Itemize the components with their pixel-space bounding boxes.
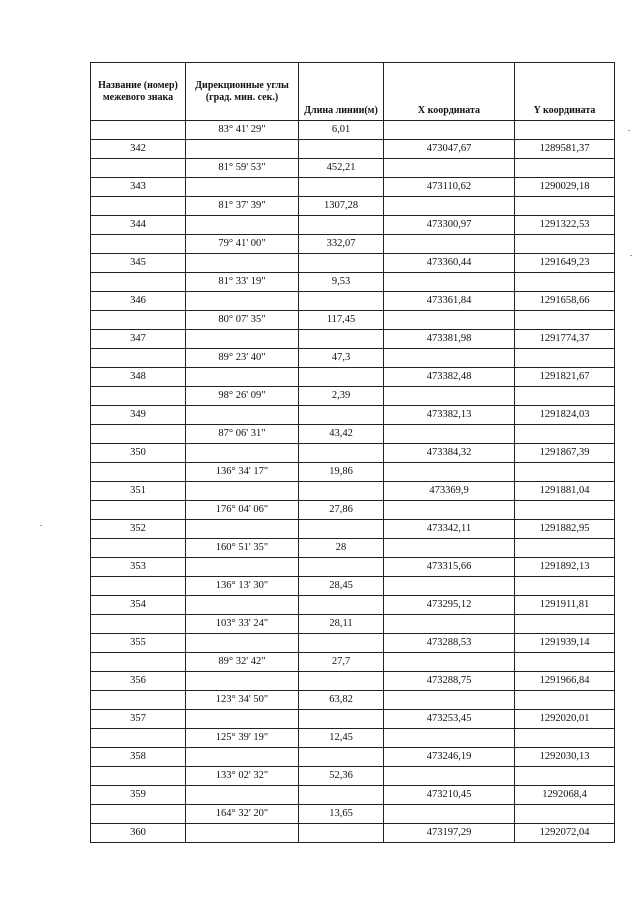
point-row (91, 824, 615, 843)
length-cell (299, 444, 384, 463)
x-coordinate-cell: 473288,75 (384, 672, 515, 691)
length-cell (299, 292, 384, 311)
point-name-cell: 355 (91, 634, 186, 653)
x-coordinate-cell (384, 615, 515, 634)
angle-cell (186, 178, 299, 197)
length-cell (299, 216, 384, 235)
point-row (91, 292, 615, 311)
length-cell: 1307,28 (299, 197, 384, 216)
angle-cell (186, 710, 299, 729)
x-coordinate-cell: 473246,19 (384, 748, 515, 767)
segment-row (91, 463, 615, 482)
y-coordinate-cell (515, 235, 615, 254)
y-coordinate-cell (515, 615, 615, 634)
x-coordinate-cell (384, 653, 515, 672)
segment-row (91, 691, 615, 710)
x-coordinate-cell (384, 349, 515, 368)
length-cell: 332,07 (299, 235, 384, 254)
x-coordinate-cell (384, 501, 515, 520)
point-name-cell (91, 691, 186, 710)
angle-cell: 176° 04' 06" (186, 501, 299, 520)
point-row (91, 482, 615, 501)
x-coordinate-cell: 473382,13 (384, 406, 515, 425)
x-coordinate-cell: 473360,44 (384, 254, 515, 273)
y-coordinate-cell: 1291649,23 (515, 254, 615, 273)
x-coordinate-cell: 473300,97 (384, 216, 515, 235)
length-cell (299, 710, 384, 729)
point-row (91, 254, 615, 273)
header-y: Y координата (515, 63, 615, 121)
angle-cell (186, 482, 299, 501)
x-coordinate-cell: 473288,53 (384, 634, 515, 653)
point-name-cell: 345 (91, 254, 186, 273)
point-row (91, 520, 615, 539)
segment-row (91, 235, 615, 254)
x-coordinate-cell (384, 767, 515, 786)
point-name-cell: 342 (91, 140, 186, 159)
y-coordinate-cell (515, 729, 615, 748)
angle-cell: 79° 41' 00" (186, 235, 299, 254)
x-coordinate-cell (384, 121, 515, 140)
angle-cell (186, 292, 299, 311)
length-cell: 47,3 (299, 349, 384, 368)
header-x: X координата (384, 63, 515, 121)
length-cell: 13,65 (299, 805, 384, 824)
point-row (91, 444, 615, 463)
length-cell (299, 140, 384, 159)
segment-row (91, 501, 615, 520)
point-name-cell (91, 273, 186, 292)
y-coordinate-cell (515, 501, 615, 520)
angle-cell: 98° 26' 09" (186, 387, 299, 406)
length-cell: 19,86 (299, 463, 384, 482)
point-name-cell (91, 387, 186, 406)
angle-cell: 103° 33' 24" (186, 615, 299, 634)
point-row (91, 406, 615, 425)
angle-cell (186, 634, 299, 653)
segment-row (91, 273, 615, 292)
angle-cell: 164° 32' 20" (186, 805, 299, 824)
segment-row (91, 539, 615, 558)
scan-speck (630, 255, 632, 256)
point-name-cell: 343 (91, 178, 186, 197)
length-cell (299, 672, 384, 691)
table-body (91, 121, 615, 843)
length-cell: 2,39 (299, 387, 384, 406)
length-cell (299, 178, 384, 197)
point-name-cell: 352 (91, 520, 186, 539)
length-cell: 28,11 (299, 615, 384, 634)
x-coordinate-cell (384, 463, 515, 482)
y-coordinate-cell (515, 691, 615, 710)
y-coordinate-cell (515, 311, 615, 330)
point-row (91, 634, 615, 653)
header-name: Название (номер) межевого знака (91, 63, 186, 121)
point-name-cell: 346 (91, 292, 186, 311)
length-cell: 452,21 (299, 159, 384, 178)
y-coordinate-cell: 1291911,81 (515, 596, 615, 615)
y-coordinate-cell (515, 653, 615, 672)
point-name-cell: 358 (91, 748, 186, 767)
x-coordinate-cell (384, 805, 515, 824)
angle-cell: 81° 59' 53" (186, 159, 299, 178)
boundary-coordinates-table (90, 62, 615, 843)
point-row (91, 786, 615, 805)
x-coordinate-cell: 473384,32 (384, 444, 515, 463)
point-row (91, 672, 615, 691)
x-coordinate-cell (384, 159, 515, 178)
point-name-cell: 359 (91, 786, 186, 805)
length-cell (299, 368, 384, 387)
y-coordinate-cell: 1291824,03 (515, 406, 615, 425)
length-cell: 28,45 (299, 577, 384, 596)
y-coordinate-cell: 1292020,01 (515, 710, 615, 729)
point-row (91, 368, 615, 387)
point-name-cell (91, 577, 186, 596)
point-name-cell: 350 (91, 444, 186, 463)
point-name-cell: 348 (91, 368, 186, 387)
length-cell (299, 406, 384, 425)
y-coordinate-cell (515, 425, 615, 444)
y-coordinate-cell (515, 121, 615, 140)
angle-cell: 160° 51' 35" (186, 539, 299, 558)
angle-cell (186, 558, 299, 577)
y-coordinate-cell: 1291774,37 (515, 330, 615, 349)
y-coordinate-cell: 1291867,39 (515, 444, 615, 463)
length-cell: 12,45 (299, 729, 384, 748)
length-cell: 63,82 (299, 691, 384, 710)
y-coordinate-cell (515, 159, 615, 178)
angle-cell (186, 786, 299, 805)
length-cell (299, 596, 384, 615)
y-coordinate-cell: 1291658,66 (515, 292, 615, 311)
point-name-cell (91, 805, 186, 824)
x-coordinate-cell (384, 729, 515, 748)
point-name-cell (91, 615, 186, 634)
y-coordinate-cell: 1291821,67 (515, 368, 615, 387)
angle-cell (186, 672, 299, 691)
point-name-cell (91, 349, 186, 368)
angle-cell (186, 254, 299, 273)
x-coordinate-cell (384, 387, 515, 406)
x-coordinate-cell: 473295,12 (384, 596, 515, 615)
point-row (91, 140, 615, 159)
point-name-cell: 356 (91, 672, 186, 691)
x-coordinate-cell: 473197,29 (384, 824, 515, 843)
length-cell: 6,01 (299, 121, 384, 140)
length-cell (299, 482, 384, 501)
point-row (91, 748, 615, 767)
point-name-cell (91, 729, 186, 748)
point-name-cell (91, 501, 186, 520)
y-coordinate-cell: 1291939,14 (515, 634, 615, 653)
length-cell (299, 824, 384, 843)
length-cell (299, 558, 384, 577)
x-coordinate-cell (384, 311, 515, 330)
y-coordinate-cell: 1292030,13 (515, 748, 615, 767)
angle-cell (186, 406, 299, 425)
length-cell: 27,86 (299, 501, 384, 520)
point-name-cell: 347 (91, 330, 186, 349)
x-coordinate-cell (384, 235, 515, 254)
segment-row (91, 311, 615, 330)
angle-cell: 123° 34' 50" (186, 691, 299, 710)
y-coordinate-cell (515, 387, 615, 406)
point-row (91, 216, 615, 235)
x-coordinate-cell (384, 691, 515, 710)
segment-row (91, 729, 615, 748)
length-cell: 9,53 (299, 273, 384, 292)
point-name-cell: 354 (91, 596, 186, 615)
y-coordinate-cell: 1292068,4 (515, 786, 615, 805)
y-coordinate-cell (515, 463, 615, 482)
angle-cell: 81° 37' 39" (186, 197, 299, 216)
length-cell: 117,45 (299, 311, 384, 330)
segment-row (91, 197, 615, 216)
angle-cell (186, 368, 299, 387)
angle-cell: 133° 02' 32" (186, 767, 299, 786)
segment-row (91, 577, 615, 596)
x-coordinate-cell (384, 197, 515, 216)
table-header-row (91, 63, 615, 121)
angle-cell: 136° 34' 17" (186, 463, 299, 482)
angle-cell (186, 330, 299, 349)
length-cell: 43,42 (299, 425, 384, 444)
x-coordinate-cell (384, 577, 515, 596)
angle-cell: 89° 32' 42" (186, 653, 299, 672)
point-name-cell (91, 311, 186, 330)
y-coordinate-cell: 1291882,95 (515, 520, 615, 539)
scan-speck (40, 525, 42, 526)
length-cell (299, 330, 384, 349)
segment-row (91, 121, 615, 140)
y-coordinate-cell (515, 577, 615, 596)
angle-cell: 80° 07' 35" (186, 311, 299, 330)
x-coordinate-cell: 473315,66 (384, 558, 515, 577)
y-coordinate-cell (515, 273, 615, 292)
angle-cell (186, 444, 299, 463)
point-name-cell: 360 (91, 824, 186, 843)
segment-row (91, 615, 615, 634)
y-coordinate-cell (515, 767, 615, 786)
x-coordinate-cell: 473253,45 (384, 710, 515, 729)
angle-cell: 125° 39' 19" (186, 729, 299, 748)
y-coordinate-cell: 1290029,18 (515, 178, 615, 197)
y-coordinate-cell: 1292072,04 (515, 824, 615, 843)
point-name-cell (91, 121, 186, 140)
point-name-cell (91, 653, 186, 672)
point-name-cell (91, 539, 186, 558)
y-coordinate-cell (515, 539, 615, 558)
length-cell (299, 254, 384, 273)
y-coordinate-cell: 1291322,53 (515, 216, 615, 235)
point-name-cell: 351 (91, 482, 186, 501)
segment-row (91, 805, 615, 824)
angle-cell (186, 140, 299, 159)
angle-cell: 87° 06' 31" (186, 425, 299, 444)
point-name-cell (91, 767, 186, 786)
point-name-cell (91, 197, 186, 216)
x-coordinate-cell: 473110,62 (384, 178, 515, 197)
length-cell (299, 520, 384, 539)
point-name-cell (91, 159, 186, 178)
segment-row (91, 653, 615, 672)
point-name-cell (91, 425, 186, 444)
x-coordinate-cell: 473342,11 (384, 520, 515, 539)
x-coordinate-cell: 473361,84 (384, 292, 515, 311)
point-name-cell: 349 (91, 406, 186, 425)
y-coordinate-cell: 1291966,84 (515, 672, 615, 691)
point-name-cell: 353 (91, 558, 186, 577)
angle-cell: 136° 13' 30" (186, 577, 299, 596)
segment-row (91, 349, 615, 368)
y-coordinate-cell: 1291881,04 (515, 482, 615, 501)
angle-cell (186, 748, 299, 767)
header-length: Длина линии(м) (299, 63, 384, 121)
point-name-cell (91, 463, 186, 482)
segment-row (91, 387, 615, 406)
length-cell: 27,7 (299, 653, 384, 672)
point-row (91, 710, 615, 729)
point-name-cell (91, 235, 186, 254)
x-coordinate-cell: 473381,98 (384, 330, 515, 349)
angle-cell: 81° 33' 19" (186, 273, 299, 292)
x-coordinate-cell (384, 273, 515, 292)
length-cell (299, 786, 384, 805)
x-coordinate-cell (384, 539, 515, 558)
angle-cell: 89° 23' 40" (186, 349, 299, 368)
segment-row (91, 767, 615, 786)
point-row (91, 558, 615, 577)
x-coordinate-cell (384, 425, 515, 444)
angle-cell (186, 520, 299, 539)
angle-cell (186, 824, 299, 843)
y-coordinate-cell: 1291892,13 (515, 558, 615, 577)
y-coordinate-cell: 1289581,37 (515, 140, 615, 159)
segment-row (91, 425, 615, 444)
point-row (91, 330, 615, 349)
scan-speck (628, 130, 630, 131)
angle-cell (186, 216, 299, 235)
header-angles: Дирекционные углы (град. мин. сек.) (186, 63, 299, 121)
point-row (91, 178, 615, 197)
point-name-cell: 357 (91, 710, 186, 729)
length-cell (299, 634, 384, 653)
length-cell: 28 (299, 539, 384, 558)
length-cell: 52,36 (299, 767, 384, 786)
point-name-cell: 344 (91, 216, 186, 235)
segment-row (91, 159, 615, 178)
x-coordinate-cell: 473382,48 (384, 368, 515, 387)
x-coordinate-cell: 473369,9 (384, 482, 515, 501)
angle-cell (186, 596, 299, 615)
y-coordinate-cell (515, 805, 615, 824)
x-coordinate-cell: 473210,45 (384, 786, 515, 805)
point-row (91, 596, 615, 615)
angle-cell: 83° 41' 29" (186, 121, 299, 140)
y-coordinate-cell (515, 197, 615, 216)
y-coordinate-cell (515, 349, 615, 368)
x-coordinate-cell: 473047,67 (384, 140, 515, 159)
length-cell (299, 748, 384, 767)
